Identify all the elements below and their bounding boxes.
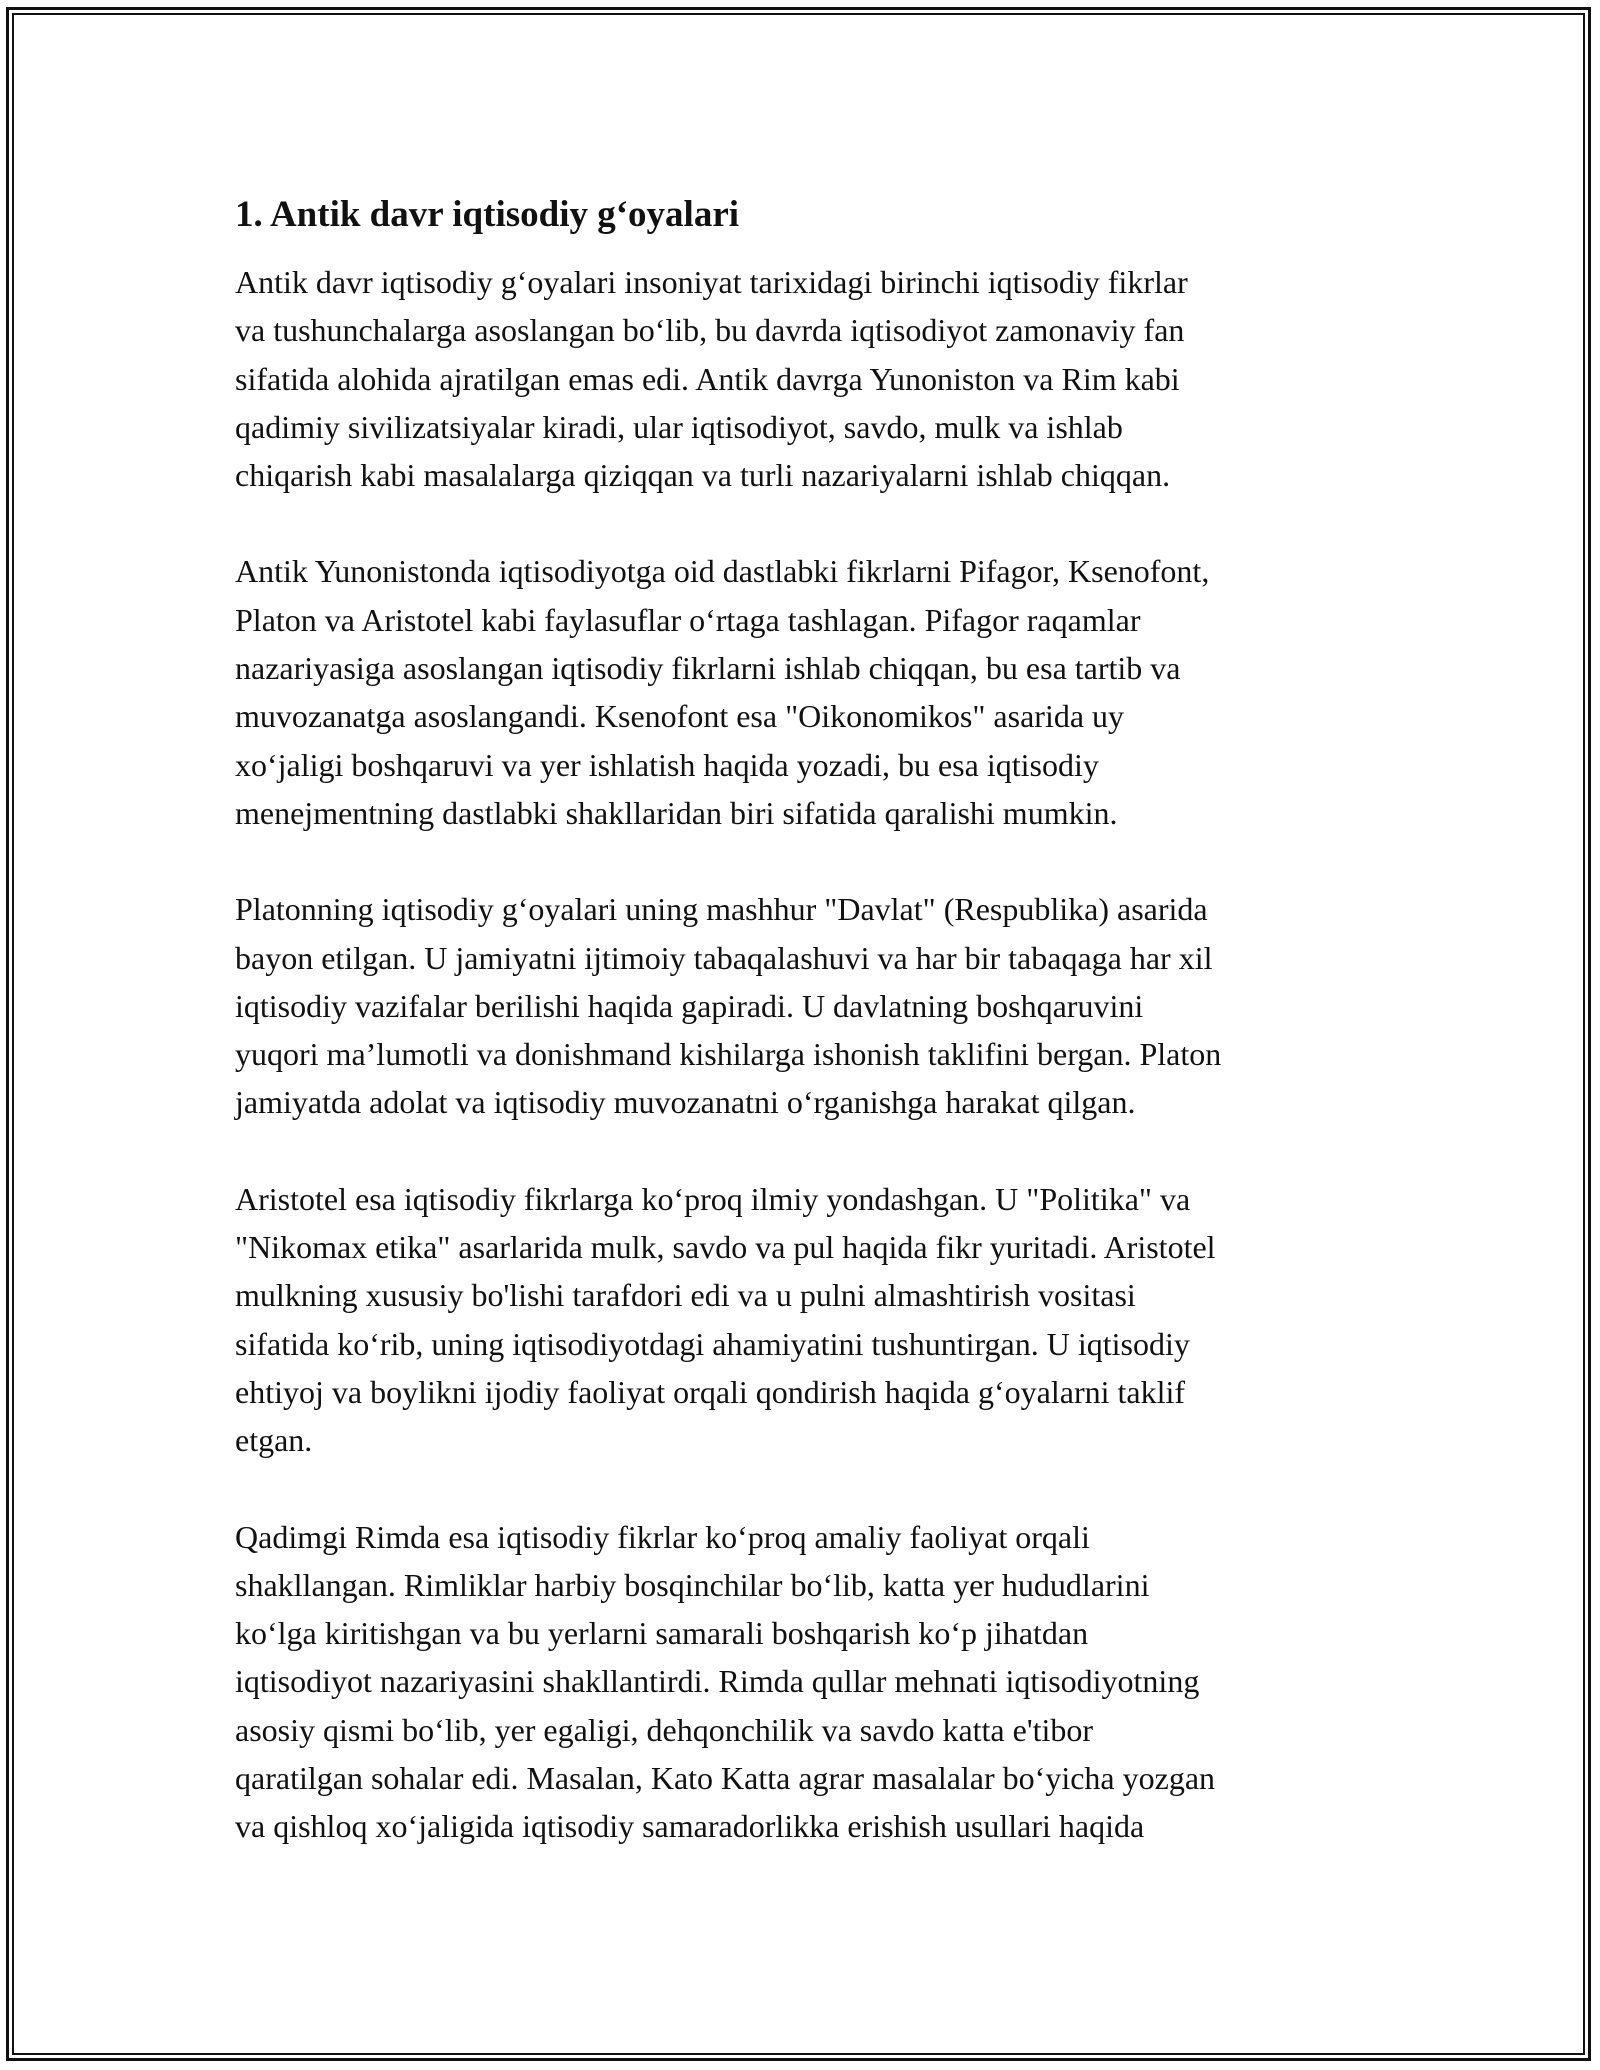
text-line: Qadimgi Rimda esa iqtisodiy fikrlar ko‘proq amaliy faoliyat orqali — [235, 1518, 1090, 1555]
text-line: shakllangan. Rimliklar harbiy bosqinchilar bo‘lib, katta yer hududlarini — [235, 1566, 1150, 1603]
text-line: Antik Yunonistonda iqtisodiyotga oid dastlabki fikrlarni Pifagor, Ksenofont, — [235, 553, 1210, 590]
paragraph-list — [235, 258, 1370, 1851]
text-line: va qishloq xo‘jaligida iqtisodiy samaradorlikka erishish usullari haqida — [235, 1808, 1145, 1845]
document-body — [235, 186, 1370, 1899]
paragraph-1 — [235, 258, 1370, 499]
text-line: Aristotel esa iqtisodiy fikrlarga ko‘proq ilmiy yondashgan. U "Politika" va — [235, 1180, 1191, 1217]
text-line: ko‘lga kiritishgan va bu yerlarni samarali boshqarish ko‘p jihatdan — [235, 1615, 1089, 1652]
text-line: jamiyatda adolat va iqtisodiy muvozanatni o‘rganishga harakat qilgan. — [235, 1084, 1136, 1121]
text-line: ehtiyoj va boylikni ijodiy faoliyat orqali qondirish haqida g‘oyalarni taklif — [235, 1373, 1186, 1410]
text-line: nazariyasiga asoslangan iqtisodiy fikrlarni ishlab chiqqan, bu esa tartib va — [235, 650, 1181, 687]
text-line: bayon etilgan. U jamiyatni ijtimoiy tabaqalashuvi va har bir tabaqaga har xil — [235, 939, 1213, 976]
text-line: va tushunchalarga asoslangan bo‘lib, bu davrda iqtisodiyot zamonaviy fan — [235, 312, 1185, 349]
text-line: Platon va Aristotel kabi faylasuflar o‘rtaga tashlagan. Pifagor raqamlar — [235, 601, 1141, 638]
text-line: Antik davr iqtisodiy g‘oyalari insoniyat tarixidagi birinchi iqtisodiy fikrlar — [235, 264, 1188, 300]
paragraph-4 — [235, 1175, 1370, 1465]
text-line: xo‘jaligi boshqaruvi va yer ishlatish haqida yozadi, bu esa iqtisodiy — [235, 746, 1099, 783]
document-title: 1. Antik davr iqtisodiy g‘oyalari — [235, 194, 740, 235]
text-line: menejmentning dastlabki shakllaridan biri sifatida qaralishi mumkin. — [235, 794, 1118, 831]
text-line: sifatida alohida ajratilgan emas edi. Antik davrga Yunoniston va Rim kabi — [235, 360, 1180, 397]
text-line: yuqori ma’lumotli va donishmand kishilarga ishonish taklifini bergan. Platon — [235, 1036, 1222, 1073]
text-line: asosiy qismi bo‘lib, yer egaligi, dehqonchilik va savdo katta e'tibor — [235, 1711, 1094, 1748]
paragraph-3 — [235, 885, 1370, 1126]
text-line: Platonning iqtisodiy g‘oyalari uning mashhur "Davlat" (Respublika) asarida — [235, 891, 1208, 928]
text-line: "Nikomax etika" asarlarida mulk, savdo va pul haqida fikr yuritadi. Aristotel — [235, 1229, 1216, 1266]
text-line: etgan. — [235, 1422, 313, 1459]
text-line: muvozanatga asoslangandi. Ksenofont esa "Oikonomikos" asarida uy — [235, 698, 1125, 735]
paragraph-5 — [235, 1513, 1370, 1851]
text-line: sifatida ko‘rib, uning iqtisodiyotdagi ahamiyatini tushuntirgan. U iqtisodiy — [235, 1325, 1190, 1362]
text-line: iqtisodiy vazifalar berilishi haqida gapiradi. U davlatning boshqaruvini — [235, 987, 1144, 1024]
text-line: iqtisodiyot nazariyasini shakllantirdi. Rimda qullar mehnati iqtisodiyotning — [235, 1663, 1200, 1700]
text-line: chiqarish kabi masalalarga qiziqqan va turli nazariyalarni ishlab chiqqan. — [235, 457, 1171, 494]
paragraph-2 — [235, 547, 1370, 837]
text-line: qadimiy sivilizatsiyalar kiradi, ular iqtisodiyot, savdo, mulk va ishlab — [235, 408, 1123, 445]
text-line: qaratilgan sohalar edi. Masalan, Kato Katta agrar masalalar bo‘yicha yozgan — [235, 1760, 1216, 1797]
text-line: mulkning xususiy bo'lishi tarafdori edi va u pulni almashtirish vositasi — [235, 1277, 1136, 1314]
